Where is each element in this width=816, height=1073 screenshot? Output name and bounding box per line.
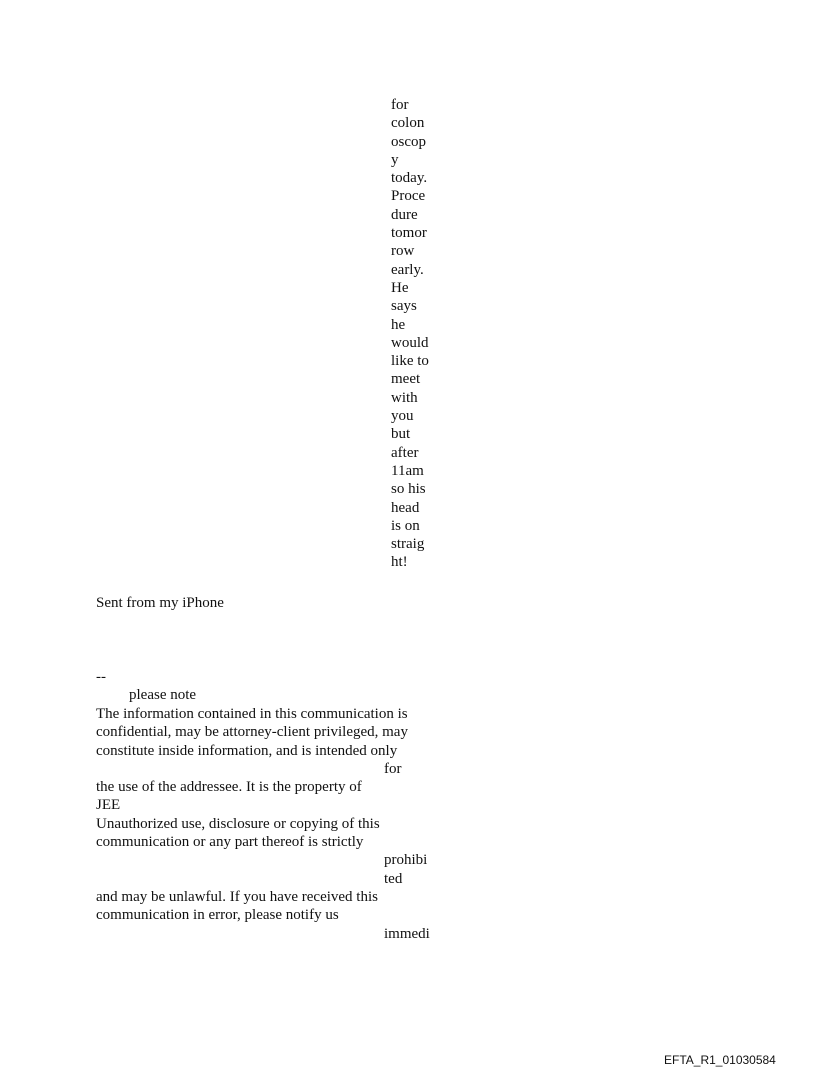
- message-body-column: [391, 96, 429, 572]
- message-line: head: [391, 499, 420, 516]
- disclaimer-line: and may be unlawful. If you have received this: [96, 888, 378, 905]
- message-line: like to: [391, 353, 429, 370]
- message-line: he: [391, 316, 406, 333]
- disclaimer-line: ted: [384, 870, 403, 887]
- message-line: would: [391, 334, 429, 351]
- message-line: tomor: [391, 225, 427, 242]
- signature-separator: --: [96, 669, 106, 685]
- message-line: for: [391, 97, 409, 113]
- disclaimer-line: The information contained in this communication is: [96, 706, 408, 722]
- message-line: He: [391, 279, 409, 296]
- message-line: y: [391, 151, 399, 168]
- document-id: EFTA_R1_01030584: [664, 1053, 776, 1067]
- message-line: early.: [391, 261, 424, 278]
- confidentiality-disclaimer: [96, 705, 496, 943]
- disclaimer-line: the use of the addressee. It is the property of: [96, 779, 362, 796]
- message-line: dure: [391, 206, 418, 223]
- disclaimer-line: for: [384, 760, 402, 777]
- email-signature: Sent from my iPhone: [96, 595, 224, 611]
- message-line: but: [391, 426, 411, 443]
- message-line: Proce: [391, 188, 426, 205]
- message-line: oscop: [391, 133, 426, 150]
- message-line: is on: [391, 517, 420, 534]
- message-line: row: [391, 243, 415, 260]
- message-line: today.: [391, 170, 428, 187]
- message-line: 11am: [391, 462, 424, 479]
- message-line: colon: [391, 115, 425, 132]
- disclaimer-line: communication or any part thereof is strictly: [96, 834, 364, 851]
- message-line: meet: [391, 371, 421, 388]
- message-line: with: [391, 389, 418, 406]
- disclaimer-line: Unauthorized use, disclosure or copying of this: [96, 815, 380, 832]
- disclaimer-line: confidential, may be attorney-client privileged, may: [96, 724, 408, 741]
- message-line: after: [391, 444, 419, 461]
- message-line: you: [391, 408, 414, 425]
- disclaimer-line: constitute inside information, and is intended only: [96, 742, 398, 759]
- message-line: ht!: [391, 554, 408, 571]
- notice-heading: please note: [129, 687, 197, 703]
- disclaimer-line: communication in error, please notify us: [96, 907, 339, 924]
- message-line: straig: [391, 536, 425, 553]
- message-line: so his: [391, 481, 426, 498]
- disclaimer-line: immedi: [384, 925, 430, 942]
- disclaimer-line: prohibi: [384, 852, 428, 869]
- message-line: says: [391, 298, 417, 315]
- disclaimer-line: JEE: [96, 797, 121, 814]
